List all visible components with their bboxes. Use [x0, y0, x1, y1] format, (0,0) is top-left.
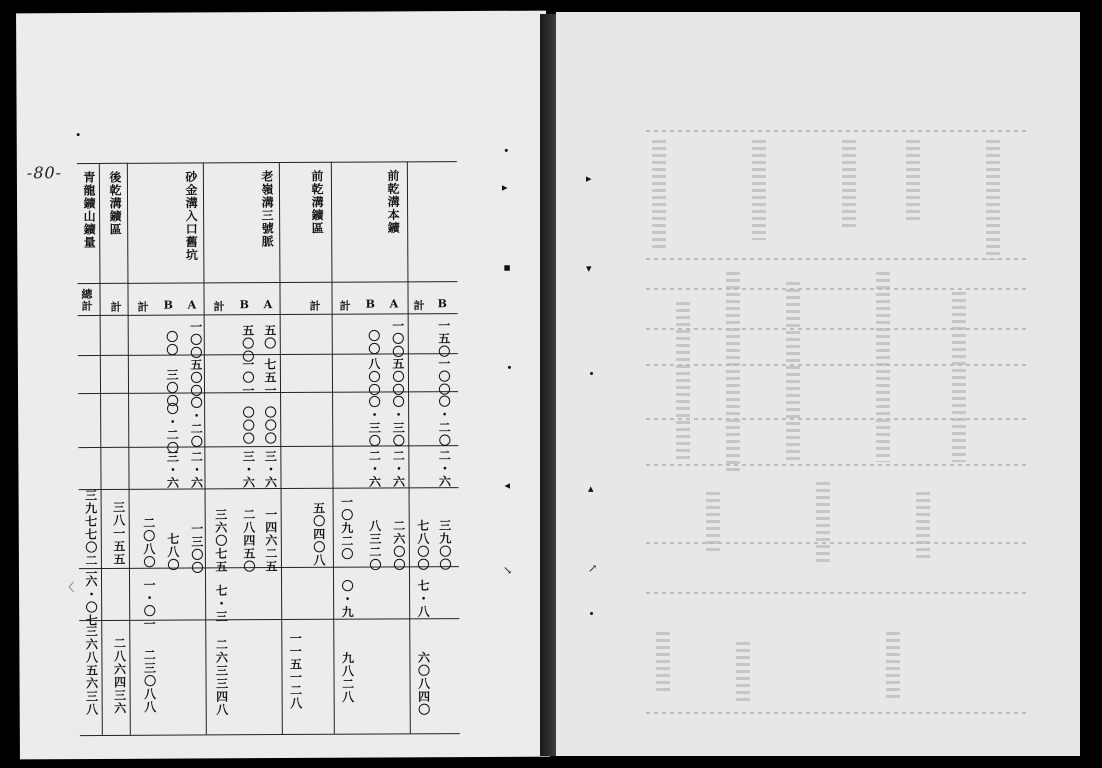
bleed-through-rule	[646, 418, 1026, 420]
header-seiryu: 青龍鑛山鑛量	[81, 170, 97, 250]
bleed-through-column	[916, 492, 930, 562]
header-sakin: 砂金溝入口舊坑	[183, 170, 199, 262]
bleed-through-rule	[646, 712, 1026, 714]
margin-arrow-icon: ↗	[588, 562, 598, 575]
header-bottom-rule	[78, 313, 458, 316]
header-ushirogan: 後乾溝鑛區	[107, 170, 123, 236]
col-label: B	[239, 298, 249, 312]
bleed-through-rule	[646, 288, 1026, 290]
table-cell: 二八四五〇	[241, 508, 256, 574]
bleed-through-column	[656, 632, 670, 692]
table-cell: 二・六	[367, 449, 382, 489]
table-cell: 〇〇	[366, 329, 381, 356]
table-cell: 二〇八〇	[141, 516, 156, 569]
table-cell: 〇・三〇	[367, 395, 382, 448]
margin-arrow-icon: ▪	[503, 260, 511, 274]
bleed-through-column	[816, 482, 830, 562]
table-cell: 三・六	[263, 450, 278, 490]
col-label: B	[163, 298, 173, 312]
bleed-through-rule	[646, 464, 1026, 466]
table-cell: 一四六二五	[263, 508, 278, 574]
table-cell: 五〇	[262, 324, 277, 351]
table-cell: 二六〇〇	[391, 519, 406, 572]
margin-arrow-icon: ↘	[502, 563, 513, 577]
margin-arrow-icon: ▴	[588, 482, 594, 495]
margin-arrow-icon: ◂	[504, 478, 511, 492]
bleed-through-column	[952, 292, 966, 462]
table-cell: 五〇〇	[240, 324, 255, 364]
table-cell: 〇〇〇	[241, 406, 256, 446]
col-label: A	[389, 297, 399, 311]
table-cell: 二六三三四八	[214, 638, 229, 717]
bleed-through-column	[786, 282, 800, 462]
col-label: B	[437, 297, 447, 311]
table-cell: 〇・九	[340, 579, 355, 619]
table-cell: 一〇〇	[390, 319, 405, 359]
table-cell: 七・八	[416, 579, 431, 619]
margin-dot	[590, 612, 593, 615]
table-cell: 一〇九二〇	[339, 495, 354, 561]
label-row-rule	[77, 281, 457, 284]
table-cell: 七・三	[214, 584, 229, 624]
table-cell: 三六〇七五	[213, 508, 228, 574]
table-cell: 六〇八四〇	[416, 651, 431, 717]
bleed-through-column	[842, 140, 856, 230]
table-cell: 〇・二〇	[189, 396, 204, 449]
table-cell: 一五〇	[436, 319, 451, 359]
table-cell: 二八六四三六	[112, 636, 127, 715]
table-cell: 〇〇〇	[263, 406, 278, 446]
row-rule	[79, 618, 459, 621]
col-label: 計	[413, 299, 425, 313]
page-number: -80-	[26, 163, 63, 183]
right-page	[556, 12, 1080, 756]
table-cell: 〇・二〇	[437, 395, 452, 448]
table-cell: 三八一五五	[111, 500, 126, 566]
table-cell: 一・〇一	[142, 578, 157, 631]
table-bottom-rule	[80, 733, 460, 736]
col-label: A	[263, 298, 273, 312]
col-rule	[127, 163, 131, 735]
margin-arrow-icon: ▸	[586, 172, 592, 185]
table-cell: 七八〇	[165, 532, 180, 572]
table-cell: 三・六	[241, 450, 256, 490]
margin-dot	[77, 133, 80, 136]
margin-dot	[505, 149, 508, 152]
bleed-through-column	[676, 302, 690, 462]
table-cell: 〇・三〇	[391, 395, 406, 448]
header-maegan-kouku: 前乾溝鑛區	[309, 169, 325, 235]
bleed-through-column	[652, 140, 666, 250]
margin-dot	[590, 372, 593, 375]
table-cell: 二・六	[189, 450, 204, 490]
bleed-through-column	[886, 632, 900, 702]
bleed-through-rule	[646, 542, 1026, 544]
col-label: 計	[309, 299, 321, 313]
bleed-through-column	[876, 272, 890, 462]
table-cell: 二・六	[437, 449, 452, 489]
table-cell: 六・〇七	[83, 574, 99, 628]
margin-arrow-icon: 〈	[63, 581, 75, 595]
col-label: A	[187, 298, 197, 312]
header-maegan-honko: 前乾溝本鑛	[385, 169, 401, 235]
bleed-through-column	[752, 140, 766, 240]
bleed-through-rule	[646, 364, 1026, 366]
col-label: 總計	[81, 287, 93, 314]
table-cell: 七五一	[262, 358, 278, 398]
col-rule	[99, 163, 103, 735]
table-cell: 一三〇〇	[189, 522, 204, 575]
col-label: 計	[339, 299, 351, 313]
col-rule	[203, 162, 207, 734]
bleed-through-column	[986, 140, 1000, 260]
col-label: 計	[137, 300, 149, 314]
bleed-through-column	[736, 642, 750, 702]
bleed-through-column	[906, 140, 920, 220]
table-cell: 五〇四〇八	[311, 501, 326, 567]
bleed-through-column	[726, 272, 740, 472]
table-cell: 七八〇〇	[415, 519, 430, 572]
bleed-through-rule	[646, 130, 1026, 132]
table-cell: 二三〇八八	[142, 648, 157, 714]
table-cell: 八三二〇	[367, 519, 382, 572]
col-label: B	[365, 297, 375, 311]
table-cell: 三九〇〇	[437, 519, 452, 572]
bleed-through-rule	[646, 328, 1026, 330]
left-page	[16, 11, 550, 760]
col-label: 計	[213, 300, 225, 314]
col-label: 計	[110, 300, 122, 314]
bleed-through-rule	[646, 258, 1026, 260]
bleed-through-rule	[646, 592, 1026, 594]
table-cell: 三・六	[165, 450, 180, 490]
table-cell: 八〇〇	[366, 357, 382, 397]
margin-arrow-icon: ▸	[501, 180, 508, 194]
bleed-through-column	[706, 492, 720, 552]
table-cell: 〇〇	[164, 330, 179, 357]
table-cell: 一〇一	[240, 358, 256, 398]
table-cell: 五〇〇	[390, 357, 406, 397]
table-cell: 一一五一二八	[288, 631, 303, 710]
header-roreikou: 老嶺溝三號脈	[259, 170, 275, 249]
table-cell: 一〇〇	[188, 320, 203, 360]
col-rule	[407, 161, 411, 733]
table-cell: 一〇〇	[436, 357, 452, 397]
col-rule	[331, 162, 335, 734]
table-cell: 三九七七〇二一	[83, 488, 99, 581]
col-rule	[279, 162, 283, 734]
margin-dot	[508, 366, 511, 369]
table-cell: 〇・二〇	[165, 402, 180, 455]
table-cell: 二・六	[391, 449, 406, 489]
margin-arrow-icon: ▾	[586, 262, 592, 275]
table-cell: 五〇〇	[188, 358, 204, 398]
table-cell: 三〇〇	[164, 368, 180, 408]
table-cell: 三六八五六三八	[84, 624, 99, 717]
table-cell: 九八二八	[340, 651, 355, 704]
table-top-rule	[77, 161, 457, 164]
